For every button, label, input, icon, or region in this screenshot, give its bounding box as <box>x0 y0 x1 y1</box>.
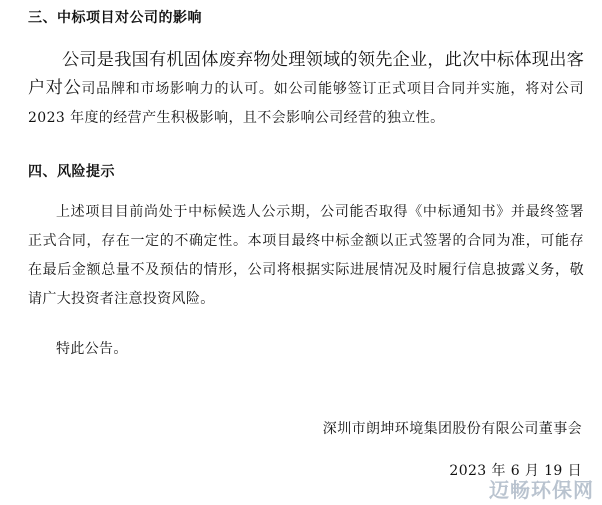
section-3-paragraph-rest: 司品牌和市场影响力的认可。如公司能够签订正式项目合同并实施，将对公司2023 年度的经营产生积极影响，且不会影响公司经营的独立性。 <box>28 81 584 126</box>
section-3-heading: 三、中标项目对公司的影响 <box>28 10 202 26</box>
section-4-heading: 四、风险提示 <box>28 164 115 180</box>
signature-date: 2023 年 6 月 19 日 <box>449 463 582 479</box>
section-3-paragraph <box>28 46 584 132</box>
closing-statement: 特此公告。 <box>56 341 128 357</box>
watermark-logo: 迈畅环保网 <box>489 478 594 502</box>
section-4-paragraph: 上述项目目前尚处于中标候选人公示期，公司能否取得《中标通知书》并最终签署正式合同，存在一定的不确定性。本项目最终中标金额以正式签署的合同为准，可能存在最后金额总量不及预估的情形，公司将根据实际进展情况及时履行信息披露义务，敬请广大投资者注意投资风险。 <box>28 204 584 307</box>
signature-company: 深圳市朗坤环境集团股份有限公司董事会 <box>322 421 582 437</box>
section-3-paragraph-lead: 公司是我国有机固体废弃物处理领域的领先企业，此次中标体现出客户对公 <box>28 50 584 98</box>
